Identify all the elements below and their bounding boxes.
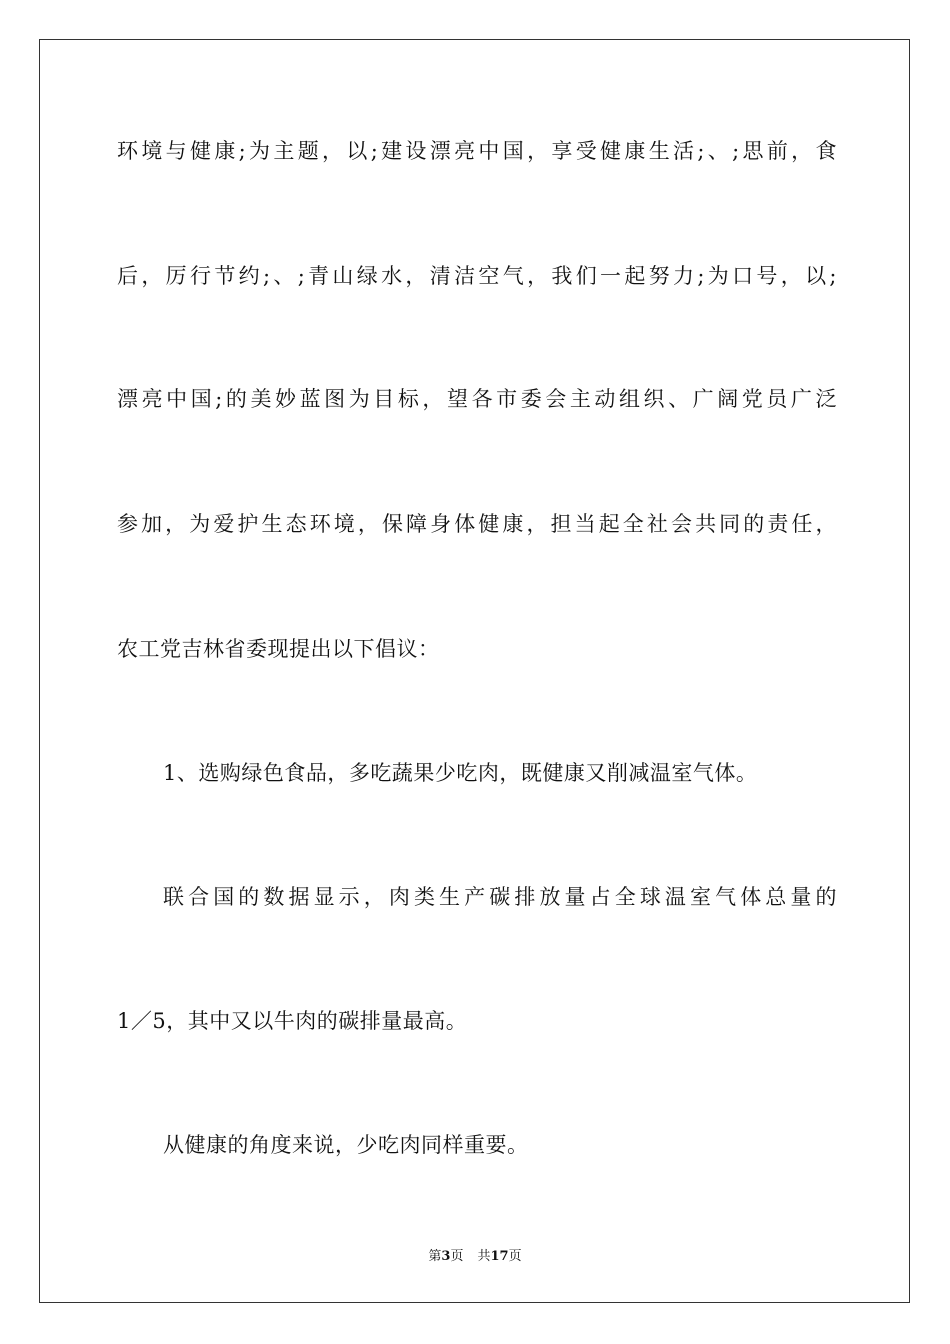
paragraph-line-4: 参加，为爱护生态环境，保障身体健康，担当起全社会共同的责任， [117, 512, 837, 536]
footer-total-suffix: 页 [508, 1249, 522, 1264]
footer-page-prefix: 第 [428, 1249, 442, 1264]
page-footer [0, 1248, 950, 1266]
footer-page-suffix: 页 [450, 1249, 464, 1264]
footer-total-prefix: 共 [477, 1249, 491, 1264]
paragraph-line-2: 后，厉行节约;、;青山绿水，清洁空气，我们一起努力;为口号，以; [117, 264, 837, 288]
paragraph-line-8: 1／5，其中又以牛肉的碳排量最高。 [117, 1009, 468, 1033]
footer-total-pages: 17 [490, 1249, 509, 1264]
page-frame [39, 39, 910, 1303]
paragraph-line-9: 从健康的角度来说，少吃肉同样重要。 [163, 1133, 529, 1157]
paragraph-line-7: 联合国的数据显示，肉类生产碳排放量占全球温室气体总量的 [163, 885, 837, 909]
paragraph-line-1: 环境与健康;为主题，以;建设漂亮中国，享受健康生活;、;思前，食 [117, 139, 837, 163]
list-item-1: 1、选购绿色食品，多吃蔬果少吃肉，既健康又削减温室气体。 [163, 761, 758, 785]
paragraph-line-3: 漂亮中国;的美妙蓝图为目标，望各市委会主动组织、广阔党员广泛 [117, 387, 837, 411]
paragraph-line-5: 农工党吉林省委现提出以下倡议： [117, 637, 440, 661]
footer-page-number: 3 [441, 1249, 451, 1264]
